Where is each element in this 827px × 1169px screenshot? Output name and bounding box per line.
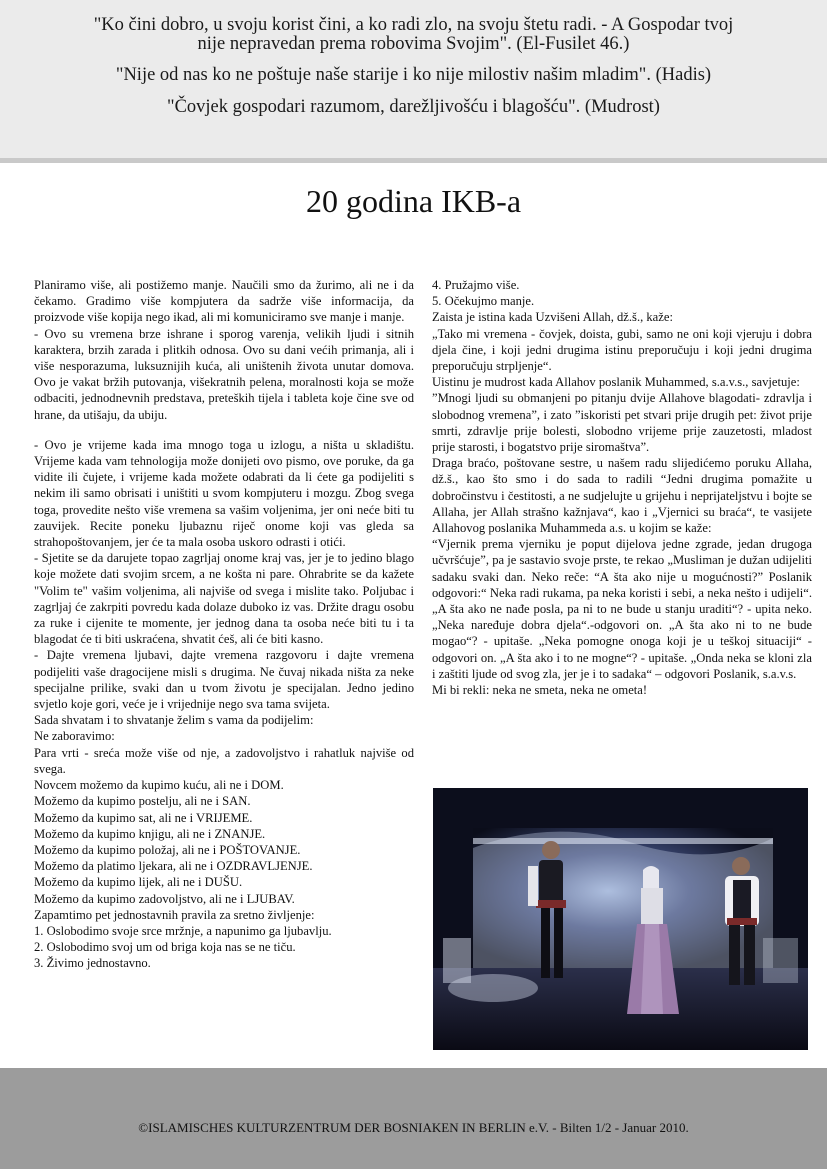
paragraph: - Ovo su vremena brze ishrane i sporog varenja, velikih ljudi i sitnih karaktera, brzih zarada i plitkih odnosa. Ovo su dani većih primanja, ali i više nesporazuma, luksuznijih kuća, ali uništenih života unutar domova. Ovo je vakat bržih putovanja, višekratnih pelena, moralnosti koja se može odbaciti, jednodnevnih predstava, preteških tijela i tableta koje čine sve od hrane, da utišaju, da ubiju. (34, 326, 414, 422)
paragraph: ”Mnogi ljudi su obmanjeni po pitanju dvije Allahove blagodati- zdravlja i slobodnog vremena”, i zato ”iskoristi pet stvari prije drugih pet: život prije smrti, zdravlje prije bolesti, slobodno vrijeme prije zauzetosti, mladost prije starosti, i bogatstvo prije siromaštva”. (432, 391, 812, 455)
footer-bar (0, 1068, 827, 1169)
paragraph: „Tako mi vremena - čovjek, doista, gubi, samo ne oni koji vjeruju i dobra djela čine, i koji jedni drugima istinu preporučuju i koji jedni drugima preporučuju strpljenje“. (432, 326, 812, 374)
list-item: Novcem možemo da kupimo kuću, ali ne i DOM. (34, 778, 284, 793)
line: Ne zaboravimo: (34, 729, 115, 744)
list-item: 2. Oslobodimo svoj um od briga koja nas se ne tiču. (34, 940, 296, 955)
footer-text: ©ISLAMISCHES KULTURZENTRUM DER BOSNIAKEN IN BERLIN e.V. - Bilten 1/2 - Januar 2010. (138, 1120, 689, 1135)
quote-hadith: "Nije od nas ko ne poštuje naše starije i ko nije milostiv našim mladim". (Hadis) (115, 65, 712, 85)
paragraph: - Dajte vremena ljubavi, dajte vremena razgovoru i dajte vremena podijeliti vaše dragocijene misli s drugima. Ne čuvaj nikada ništa za neke specijalne prilike, svaki dan u tvom životu je specijalan. Jedno jedino svjetlo koje gori, veće je i vrijednije nego sva tama svijeta. (34, 648, 414, 712)
article-right-column (432, 277, 812, 698)
list-item: 1. Oslobodimo svoje srce mržnje, a napunimo ga ljubavlju. (34, 923, 332, 938)
stage-performance-photo (433, 788, 808, 1050)
line: Sada shvatam i to shvatanje želim s vama da podijelim: (34, 713, 314, 728)
paragraph: Uistinu je mudrost kada Allahov poslanik Muhammed, s.a.v.s., savjetuje: (432, 375, 800, 390)
list-item: 3. Živimo jednostavno. (34, 956, 151, 971)
paragraph-gap (34, 423, 414, 437)
list-item: Možemo da kupimo zadovoljstvo, ali ne i LJUBAV. (34, 891, 295, 906)
list-item: Možemo da kupimo lijek, ali ne i DUŠU. (34, 875, 243, 890)
paragraph: Planiramo više, ali postižemo manje. Naučili smo da žurimo, ali ne i da čekamo. Gradimo više kompjutera da sadrže više informacija, da proizvode više kopija nego ikad, ali mi komuniciramo sve manje i manje. (34, 278, 414, 325)
paragraph: Mi bi rekli: neka ne smeta, neka ne ometa! (432, 683, 648, 698)
list-item: Možemo da kupimo postelju, ali ne i SAN. (34, 794, 251, 809)
paragraph: - Sjetite se da darujete topao zagrljaj onome kraj vas, jer je to jedino blago koje možete dati svojim srcem, a ne košta ni pare. Ohrabrite se da kažete "Volim te" vašim voljenima, ali najviše od svega i mislite tako. Poljubac i zagrljaj će zakrpiti povredu kada dolaze duboko iz vas. Držite dragu osobu za ruke i cijenite te momente, jer jednog dana ta osoba neće biti tu i ta blagodat će ti biti uskraćena, shvatit ćeš, ali će biti kasno. (34, 551, 414, 647)
article-title: 20 godina IKB-a (305, 183, 522, 219)
line: Zapamtimo pet jednostavnih pravila za sretno življenje: (34, 907, 315, 922)
list-item: 5. Očekujmo manje. (432, 294, 535, 309)
paragraph: Zaista je istina kada Uzvišeni Allah, dž.š., kaže: (432, 310, 673, 325)
list-item: Možemo da kupimo sat, ali ne i VRIJEME. (34, 810, 253, 825)
list-item: Možemo da kupimo knjigu, ali ne i ZNANJE. (34, 826, 266, 841)
quote-quran-line2: nije nepravedan prema robovima Svojim". (El-Fusilet 46.) (197, 34, 630, 54)
list-item: Možemo da kupimo položaj, ali ne i POŠTOVANJE. (34, 842, 301, 857)
line: Para vrti - sreća može više od nje, a zadovoljstvo i rahatluk najviše od svega. (34, 745, 414, 776)
quote-wisdom: "Čovjek gospodari razumom, darežljivošću i blagošću". (Mudrost) (167, 97, 660, 117)
paragraph: - Ovo je vrijeme kada ima mnogo toga u izlogu, a ništa u skladištu. Vrijeme kada vam tehnologija može donijeti ovo pismo, ove poruke, da ga vidite ili čujete, i vrijeme kada možete odabrati da li ćete ga podijeliti s nekim ili samo obrisati i uništiti u svom kompjuteru i mozgu. Zbog svega toga, provedite nešto više vremena sa vašim voljenima, jer oni neće biti tu zauvijek. Recite poneku ljubaznu riječ onome koji vas gleda sa strahopoštovanjem, jer će ta mala osoba uskoro odrasti i otići. (34, 437, 414, 550)
list-item: Možemo da platimo ljekara, ali ne i OZDRAVLJENJE. (34, 859, 313, 874)
quote-quran-line1: "Ko čini dobro, u svoju korist čini, a ko radi zlo, na svoju štetu radi. - A Gospodar tvoj (93, 15, 734, 35)
paragraph: “Vjernik prema vjerniku je poput dijelova jedne zgrade, jedan drugoga učvršćuje”, pa je sastavio svoje prste, te rekao „Musliman je dužan udijeliti sadaku svaki dan. Neko reče: “A šta ako nije u mogućnosti?” Poslanik odgovori:“ Neka radi rukama, pa neka koristi i sebi, a neka nešto i udijeli“. „A šta ako ne nađe posla, pa ni to ne bude u stanju uraditi“? - upita neko. „Neka naređuje dobra djela“.-odgovori on. „A šta ako ni to ne bude mogao“? - upitaše. „Neka pomogne onoga koji je u teškoj situaciji“ - odgovori on. „A šta ako i to ne mogne“? - upitaše. „Onda neka se kloni zla i zaštiti ljude od svog zla, jer je i to sadaka“ – odgovori Poslanik, s.a.v.s. (432, 537, 812, 681)
article-left-column (34, 277, 414, 972)
photo-illustration (433, 788, 808, 1050)
list-item: 4. Pružajmo više. (432, 278, 520, 292)
paragraph: Draga braćo, poštovane sestre, u našem radu slijedićemo poruku Allaha, dž.š., kao što smo i do sada to radili “Jedni drugima pomažite u dobročinstvu i čestitosti, a ne sudjelujte u grijehu i neprijateljstvu i bojte se Allaha, jer Allah strašno kažnjava“, kao i „Vjernici su braća“, te vasijete Allahovog poslanika Muhammeda a.s. u kojim se kaže: (432, 456, 812, 536)
